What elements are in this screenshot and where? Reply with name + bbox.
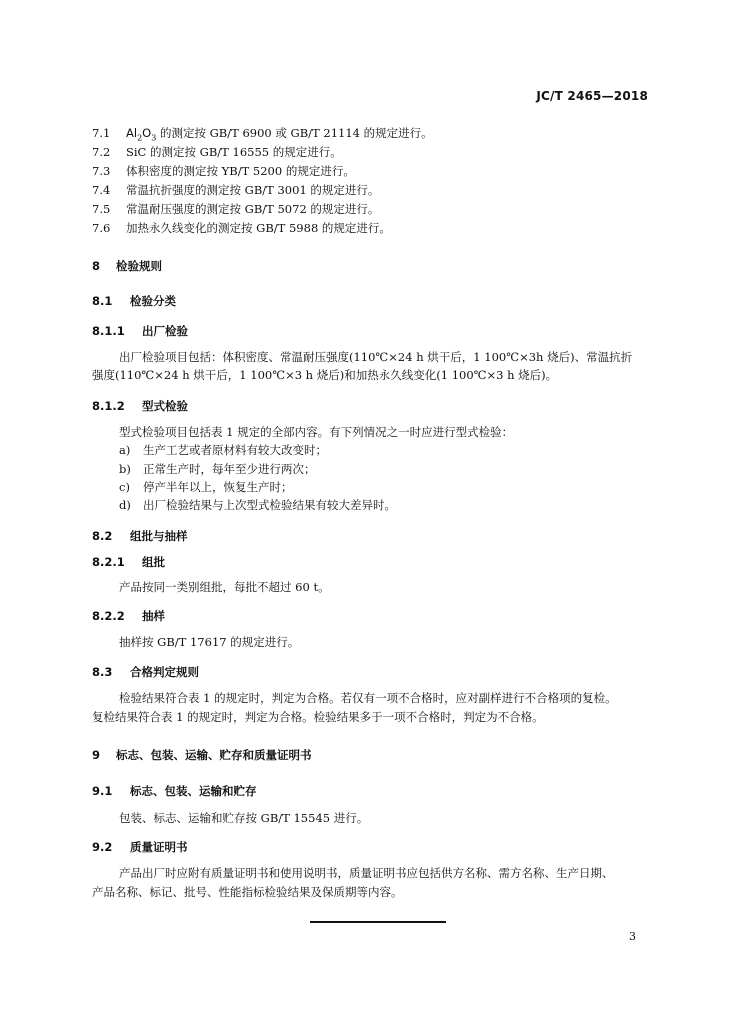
clause-7-5 — [92, 201, 379, 217]
paragraph-line: 复检结果符合表 1 的规定时，判定为合格。检验结果多于一项不合格时，判定为不合格。 — [92, 710, 544, 724]
clause-text: 常温耐压强度的测定按 GB/T 5072 的规定进行。 — [126, 202, 380, 216]
section-8-2-2-heading: 8.2.2 抽样 — [92, 609, 165, 623]
list-item: d) 出厂检验结果与上次型式检验结果有较大差异时。 — [119, 498, 396, 512]
section-8-1-2-heading: 8.1.2 型式检验 — [92, 399, 188, 413]
clause-number: 7.6 — [92, 221, 111, 235]
paragraph-line: 抽样按 GB/T 17617 的规定进行。 — [119, 635, 300, 649]
clause-number: 7.4 — [92, 183, 111, 197]
end-rule — [310, 921, 446, 923]
section-8-heading: 8 检验规则 — [92, 259, 162, 273]
section-9-heading: 9 标志、包装、运输、贮存和质量证明书 — [92, 748, 312, 762]
paragraph-line: 出厂检验项目包括：体积密度、常温耐压强度(110℃×24 h 烘干后，1 100℃×3h 烧后)、常温抗折 — [119, 350, 633, 364]
clause-number: 7.5 — [92, 202, 111, 216]
clause-number: 7.2 — [92, 145, 111, 159]
clause-number: 7.3 — [92, 164, 111, 178]
list-item: a) 生产工艺或者原材料有较大改变时； — [119, 443, 327, 457]
section-8-1-1-heading: 8.1.1 出厂检验 — [92, 324, 188, 338]
clause-number: 7.1 — [92, 126, 111, 140]
paragraph-line: 产品按同一类别组批，每批不超过 60 t。 — [119, 580, 330, 594]
clause-text: SiC 的测定按 GB/T 16555 的规定进行。 — [126, 145, 342, 159]
clause-text: 加热永久线变化的测定按 GB/T 5988 的规定进行。 — [126, 221, 391, 235]
clause-text: 常温抗折强度的测定按 GB/T 3001 的规定进行。 — [126, 183, 380, 197]
section-8-2-heading: 8.2 组批与抽样 — [92, 529, 188, 543]
clause-7-1: 7.1 $Al_2O_3$ 的测定按 GB/T 6900 或 GB/T 21114 的规定进行。 — [92, 126, 433, 143]
section-8-2-1-heading: 8.2.1 组批 — [92, 555, 165, 569]
section-8-3-heading: 8.3 合格判定规则 — [92, 665, 199, 679]
section-9-2-heading: 9.2 质量证明书 — [92, 840, 188, 854]
page-number: 3 — [629, 930, 636, 943]
list-item: c) 停产半年以上，恢复生产时； — [119, 480, 293, 494]
paragraph-line: 强度(110℃×24 h 烘干后，1 100℃×3 h 烧后)和加热永久线变化(1 100℃×3 h 烧后)。 — [92, 368, 558, 382]
list-item: b) 正常生产时，每年至少进行两次； — [119, 462, 316, 476]
clause-text: 体积密度的测定按 YB/T 5200 的规定进行。 — [126, 164, 355, 178]
paragraph-line: 产品出厂时应附有质量证明书和使用说明书，质量证明书应包括供方名称、需方名称、生产日期、 — [119, 866, 614, 880]
clause-7-6 — [92, 220, 391, 236]
section-8-1-heading: 8.1 检验分类 — [92, 294, 176, 308]
clause-7-4 — [92, 182, 379, 198]
paragraph-line: 包装、标志、运输和贮存按 GB/T 15545 进行。 — [119, 811, 369, 825]
clause-7-3 — [92, 163, 355, 179]
paragraph-line: 检验结果符合表 1 的规定时，判定为合格。若仅有一项不合格时，应对副样进行不合格项的复检。 — [119, 691, 617, 705]
paragraph-line: 产品名称、标记、批号、性能指标检验结果及保质期等内容。 — [92, 885, 403, 899]
paragraph-line: 型式检验项目包括表 1 规定的全部内容。有下列情况之一时应进行型式检验： — [119, 425, 514, 439]
standard-number: JC/T 2465—2018 — [536, 89, 648, 103]
clause-7-2 — [92, 144, 342, 160]
section-9-1-heading: 9.1 标志、包装、运输和贮存 — [92, 784, 257, 798]
